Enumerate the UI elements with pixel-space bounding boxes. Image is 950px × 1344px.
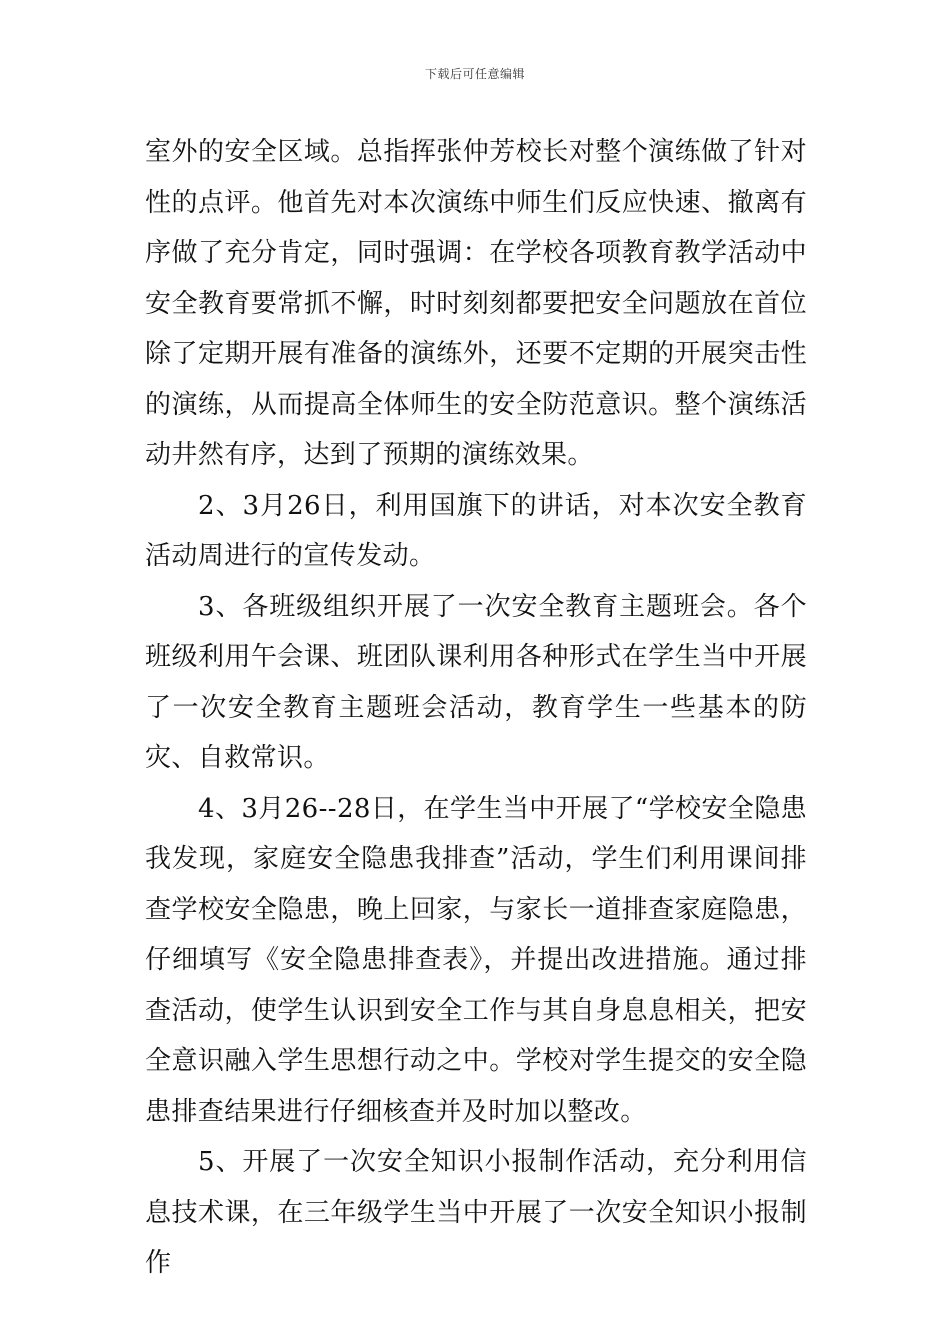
page-header: 下载后可任意编辑	[424, 67, 525, 81]
paragraph-item-4: 4、3月26--28日，在学生当中开展了“学校安全隐患我发现，家庭安全隐患我排查”活动，学生们利用课间排查学校安全隐患，晚上回家，与家长一道排查家庭隐患，仔细填写《安全隐患排查表》，并提出改进措施。通过排查活动，使学生认识到安全工作与其自身息息相关，把安全意识融入学生思想行动之中。学校对学生提交的安全隐患排查结果进行仔细核查并及时加以整改。	[145, 793, 807, 1127]
paragraph-item-3: 3、各班级组织开展了一次安全教育主题班会。各个班级利用午会课、班团队课利用各种形式在学生当中开展了一次安全教育主题班会活动，教育学生一些基本的防灾、自救常识。	[145, 591, 807, 773]
paragraph-drill-summary: 室外的安全区域。总指挥张仲芳校长对整个演练做了针对性的点评。他首先对本次演练中师生们反应快速、撤离有序做了充分肯定，同时强调：在学校各项教育教学活动中安全教育要常抓不懈，时时刻刻都要把安全问题放在首位除了定期开展有准备的演练外，还要不定期的开展突击性的演练，从而提高全体师生的安全防范意识。整个演练活动井然有序，达到了预期的演练效果。	[145, 137, 807, 470]
paragraph-item-2: 2、3月26日，利用国旗下的讲话，对本次安全教育活动周进行的宣传发动。	[145, 490, 807, 571]
document-body	[145, 127, 807, 1289]
paragraph-item-5: 5、开展了一次安全知识小报制作活动，充分利用信息技术课，在三年级学生当中开展了一次安全知识小报制作	[145, 1147, 807, 1278]
